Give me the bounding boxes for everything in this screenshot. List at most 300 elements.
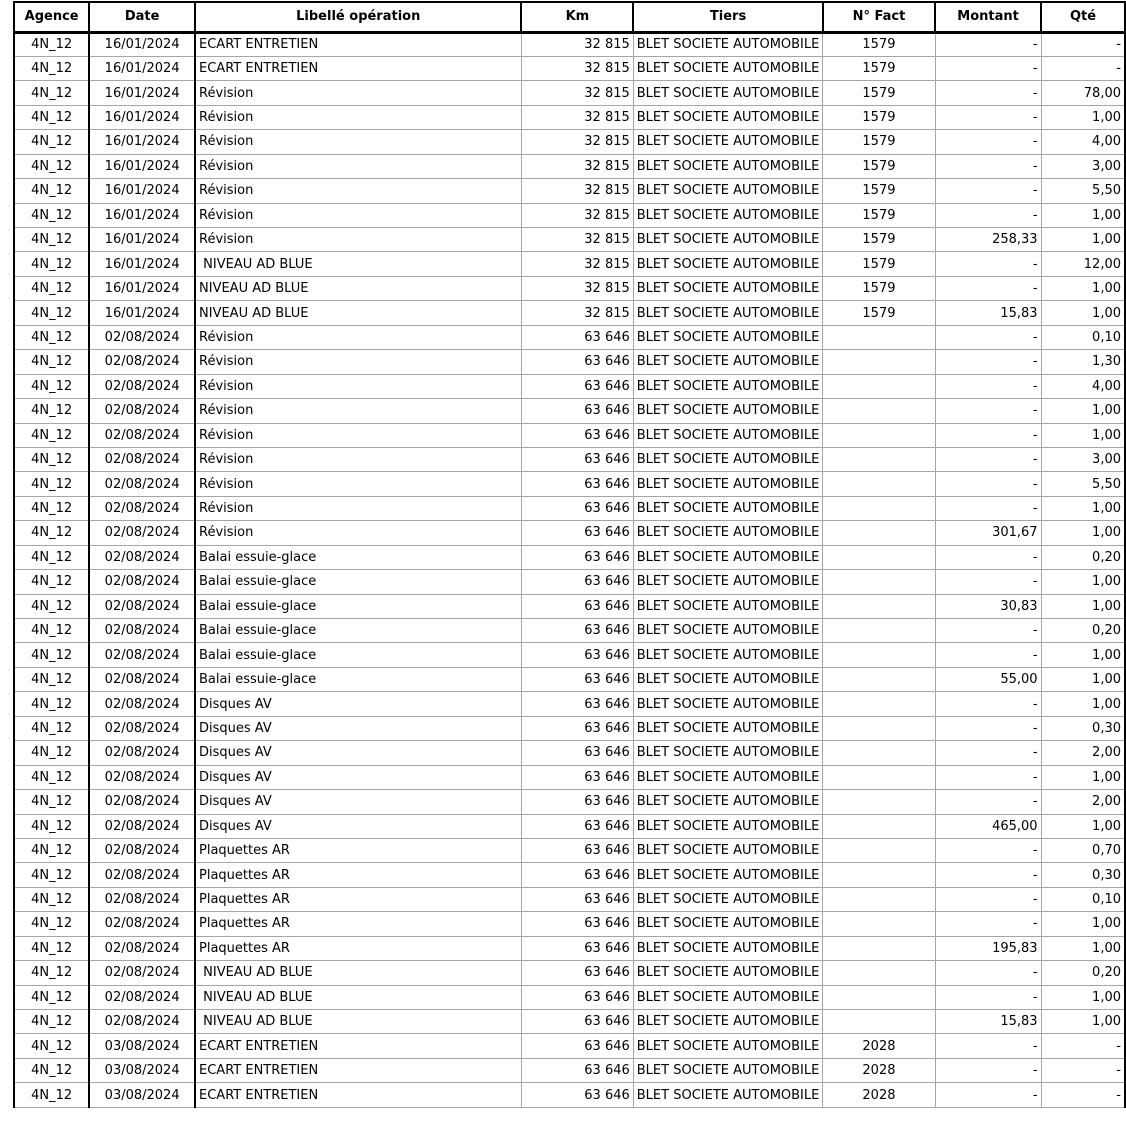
table-row (14, 790, 1125, 814)
cell-facture (823, 350, 935, 374)
cell-tiers: BLET SOCIETE AUTOMOBILE (633, 447, 823, 471)
cell-date: 16/01/2024 (89, 252, 195, 276)
cell-date: 16/01/2024 (89, 130, 195, 154)
cell-facture: 1579 (823, 154, 935, 178)
cell-agence: 4N_12 (14, 912, 89, 936)
table-row (14, 203, 1125, 227)
cell-km: 32 815 (521, 105, 633, 129)
cell-montant: - (935, 179, 1041, 203)
cell-tiers: BLET SOCIETE AUTOMOBILE (633, 32, 823, 56)
cell-qte: 0,20 (1041, 961, 1125, 985)
cell-date: 02/08/2024 (89, 545, 195, 569)
cell-montant: - (935, 863, 1041, 887)
cell-agence: 4N_12 (14, 179, 89, 203)
table-row (14, 130, 1125, 154)
cell-libelle: Balai essuie-glace (195, 594, 521, 618)
cell-tiers: BLET SOCIETE AUTOMOBILE (633, 741, 823, 765)
table-row (14, 252, 1125, 276)
cell-libelle: ECART ENTRETIEN (195, 32, 521, 56)
cell-date: 02/08/2024 (89, 570, 195, 594)
cell-facture: 2028 (823, 1083, 935, 1107)
table-row (14, 374, 1125, 398)
cell-facture (823, 1010, 935, 1034)
cell-tiers: BLET SOCIETE AUTOMOBILE (633, 1034, 823, 1058)
cell-tiers: BLET SOCIETE AUTOMOBILE (633, 790, 823, 814)
cell-qte: 1,00 (1041, 399, 1125, 423)
cell-montant: - (935, 1034, 1041, 1058)
table-row (14, 667, 1125, 691)
cell-libelle: NIVEAU AD BLUE (195, 1010, 521, 1034)
cell-qte: 0,10 (1041, 887, 1125, 911)
cell-km: 32 815 (521, 81, 633, 105)
table-row (14, 1010, 1125, 1034)
cell-agence: 4N_12 (14, 1083, 89, 1107)
cell-date: 02/08/2024 (89, 716, 195, 740)
cell-agence: 4N_12 (14, 619, 89, 643)
cell-facture (823, 447, 935, 471)
cell-km: 63 646 (521, 936, 633, 960)
cell-date: 02/08/2024 (89, 985, 195, 1009)
cell-montant: 15,83 (935, 301, 1041, 325)
cell-qte: - (1041, 1058, 1125, 1082)
header-agence: Agence (14, 2, 89, 32)
table-header (14, 2, 1125, 32)
header-date: Date (89, 2, 195, 32)
table-row (14, 619, 1125, 643)
cell-libelle: Révision (195, 423, 521, 447)
cell-agence: 4N_12 (14, 472, 89, 496)
cell-tiers: BLET SOCIETE AUTOMOBILE (633, 594, 823, 618)
cell-qte: 4,00 (1041, 374, 1125, 398)
cell-tiers: BLET SOCIETE AUTOMOBILE (633, 619, 823, 643)
cell-date: 03/08/2024 (89, 1083, 195, 1107)
cell-km: 32 815 (521, 32, 633, 56)
cell-qte: - (1041, 32, 1125, 56)
table-row (14, 838, 1125, 862)
cell-qte: 4,00 (1041, 130, 1125, 154)
header-libelle: Libellé opération (195, 2, 521, 32)
table-row (14, 81, 1125, 105)
cell-qte: 1,00 (1041, 1010, 1125, 1034)
cell-qte: 5,50 (1041, 472, 1125, 496)
cell-libelle: Disques AV (195, 741, 521, 765)
cell-date: 02/08/2024 (89, 692, 195, 716)
cell-facture: 1579 (823, 81, 935, 105)
table-row (14, 325, 1125, 349)
cell-date: 02/08/2024 (89, 667, 195, 691)
cell-qte: 12,00 (1041, 252, 1125, 276)
cell-facture (823, 863, 935, 887)
cell-facture (823, 961, 935, 985)
header-facture: N° Fact (823, 2, 935, 32)
cell-km: 63 646 (521, 545, 633, 569)
cell-km: 63 646 (521, 716, 633, 740)
cell-km: 63 646 (521, 961, 633, 985)
cell-tiers: BLET SOCIETE AUTOMOBILE (633, 350, 823, 374)
cell-km: 63 646 (521, 1034, 633, 1058)
header-row (14, 2, 1125, 32)
cell-tiers: BLET SOCIETE AUTOMOBILE (633, 716, 823, 740)
cell-montant: - (935, 545, 1041, 569)
table-row (14, 179, 1125, 203)
cell-tiers: BLET SOCIETE AUTOMOBILE (633, 912, 823, 936)
cell-agence: 4N_12 (14, 301, 89, 325)
cell-montant: - (935, 423, 1041, 447)
cell-qte: 0,10 (1041, 325, 1125, 349)
cell-qte: 1,00 (1041, 643, 1125, 667)
cell-tiers: BLET SOCIETE AUTOMOBILE (633, 692, 823, 716)
cell-libelle: Révision (195, 228, 521, 252)
cell-km: 63 646 (521, 667, 633, 691)
table-row (14, 741, 1125, 765)
cell-tiers: BLET SOCIETE AUTOMOBILE (633, 1010, 823, 1034)
cell-agence: 4N_12 (14, 985, 89, 1009)
cell-km: 63 646 (521, 1083, 633, 1107)
cell-km: 63 646 (521, 765, 633, 789)
table-row (14, 912, 1125, 936)
cell-libelle: Révision (195, 154, 521, 178)
cell-libelle: NIVEAU AD BLUE (195, 301, 521, 325)
cell-facture (823, 423, 935, 447)
cell-libelle: Plaquettes AR (195, 863, 521, 887)
cell-agence: 4N_12 (14, 765, 89, 789)
cell-facture (823, 790, 935, 814)
table-row (14, 1058, 1125, 1082)
cell-facture: 1579 (823, 203, 935, 227)
cell-agence: 4N_12 (14, 521, 89, 545)
cell-date: 02/08/2024 (89, 447, 195, 471)
cell-tiers: BLET SOCIETE AUTOMOBILE (633, 1058, 823, 1082)
cell-facture (823, 985, 935, 1009)
cell-qte: 1,00 (1041, 667, 1125, 691)
table-row (14, 594, 1125, 618)
cell-agence: 4N_12 (14, 447, 89, 471)
cell-montant: - (935, 496, 1041, 520)
cell-date: 16/01/2024 (89, 81, 195, 105)
cell-facture: 1579 (823, 32, 935, 56)
table-row (14, 545, 1125, 569)
cell-qte: 1,00 (1041, 521, 1125, 545)
cell-libelle: Révision (195, 374, 521, 398)
cell-facture (823, 374, 935, 398)
cell-facture (823, 521, 935, 545)
cell-agence: 4N_12 (14, 667, 89, 691)
cell-libelle: Plaquettes AR (195, 936, 521, 960)
cell-tiers: BLET SOCIETE AUTOMOBILE (633, 228, 823, 252)
cell-km: 63 646 (521, 594, 633, 618)
cell-montant: - (935, 105, 1041, 129)
cell-qte: 1,00 (1041, 301, 1125, 325)
cell-date: 16/01/2024 (89, 276, 195, 300)
cell-tiers: BLET SOCIETE AUTOMOBILE (633, 399, 823, 423)
cell-montant: 465,00 (935, 814, 1041, 838)
cell-facture (823, 545, 935, 569)
cell-facture: 1579 (823, 301, 935, 325)
cell-montant: - (935, 1058, 1041, 1082)
cell-agence: 4N_12 (14, 814, 89, 838)
cell-agence: 4N_12 (14, 1010, 89, 1034)
cell-km: 63 646 (521, 790, 633, 814)
cell-date: 16/01/2024 (89, 228, 195, 252)
cell-date: 16/01/2024 (89, 105, 195, 129)
cell-agence: 4N_12 (14, 228, 89, 252)
cell-qte: 1,00 (1041, 692, 1125, 716)
table-row (14, 765, 1125, 789)
cell-km: 32 815 (521, 154, 633, 178)
cell-facture: 1579 (823, 130, 935, 154)
cell-montant: - (935, 325, 1041, 349)
cell-km: 32 815 (521, 301, 633, 325)
cell-qte: 0,20 (1041, 545, 1125, 569)
table-row (14, 350, 1125, 374)
cell-km: 63 646 (521, 741, 633, 765)
cell-facture (823, 619, 935, 643)
cell-km: 32 815 (521, 276, 633, 300)
cell-facture: 1579 (823, 252, 935, 276)
cell-date: 02/08/2024 (89, 912, 195, 936)
table-row (14, 228, 1125, 252)
cell-montant: 55,00 (935, 667, 1041, 691)
cell-km: 63 646 (521, 692, 633, 716)
cell-libelle: NIVEAU AD BLUE (195, 252, 521, 276)
cell-agence: 4N_12 (14, 81, 89, 105)
cell-km: 32 815 (521, 130, 633, 154)
cell-montant: - (935, 203, 1041, 227)
cell-tiers: BLET SOCIETE AUTOMOBILE (633, 863, 823, 887)
cell-tiers: BLET SOCIETE AUTOMOBILE (633, 325, 823, 349)
cell-date: 02/08/2024 (89, 423, 195, 447)
cell-qte: 1,00 (1041, 765, 1125, 789)
cell-agence: 4N_12 (14, 325, 89, 349)
cell-facture (823, 667, 935, 691)
cell-date: 02/08/2024 (89, 814, 195, 838)
cell-libelle: Disques AV (195, 814, 521, 838)
cell-agence: 4N_12 (14, 496, 89, 520)
cell-date: 02/08/2024 (89, 325, 195, 349)
cell-montant: - (935, 716, 1041, 740)
cell-facture: 2028 (823, 1034, 935, 1058)
cell-facture (823, 814, 935, 838)
table-row (14, 105, 1125, 129)
cell-date: 02/08/2024 (89, 863, 195, 887)
cell-agence: 4N_12 (14, 1034, 89, 1058)
cell-km: 32 815 (521, 56, 633, 80)
cell-agence: 4N_12 (14, 692, 89, 716)
cell-qte: 5,50 (1041, 179, 1125, 203)
cell-libelle: Plaquettes AR (195, 838, 521, 862)
cell-qte: 1,00 (1041, 276, 1125, 300)
table-row (14, 1034, 1125, 1058)
cell-tiers: BLET SOCIETE AUTOMOBILE (633, 56, 823, 80)
cell-km: 63 646 (521, 863, 633, 887)
cell-facture (823, 472, 935, 496)
cell-montant: - (935, 472, 1041, 496)
cell-date: 16/01/2024 (89, 301, 195, 325)
cell-tiers: BLET SOCIETE AUTOMOBILE (633, 130, 823, 154)
cell-agence: 4N_12 (14, 374, 89, 398)
cell-date: 02/08/2024 (89, 350, 195, 374)
cell-facture (823, 741, 935, 765)
cell-montant: 301,67 (935, 521, 1041, 545)
cell-km: 32 815 (521, 252, 633, 276)
cell-agence: 4N_12 (14, 56, 89, 80)
cell-qte: 78,00 (1041, 81, 1125, 105)
cell-facture: 1579 (823, 179, 935, 203)
cell-agence: 4N_12 (14, 741, 89, 765)
table-row (14, 692, 1125, 716)
cell-qte: 0,70 (1041, 838, 1125, 862)
cell-agence: 4N_12 (14, 545, 89, 569)
cell-facture (823, 887, 935, 911)
cell-agence: 4N_12 (14, 203, 89, 227)
cell-montant: - (935, 643, 1041, 667)
cell-km: 63 646 (521, 521, 633, 545)
cell-qte: 1,00 (1041, 423, 1125, 447)
cell-libelle: ECART ENTRETIEN (195, 1034, 521, 1058)
cell-facture (823, 692, 935, 716)
cell-montant: - (935, 790, 1041, 814)
cell-facture (823, 325, 935, 349)
cell-libelle: Révision (195, 81, 521, 105)
cell-montant: - (935, 447, 1041, 471)
cell-agence: 4N_12 (14, 154, 89, 178)
table-row (14, 472, 1125, 496)
table-row (14, 570, 1125, 594)
cell-facture: 2028 (823, 1058, 935, 1082)
cell-facture (823, 496, 935, 520)
cell-date: 02/08/2024 (89, 399, 195, 423)
cell-libelle: ECART ENTRETIEN (195, 1058, 521, 1082)
cell-qte: - (1041, 1034, 1125, 1058)
cell-qte: - (1041, 56, 1125, 80)
cell-km: 63 646 (521, 423, 633, 447)
cell-tiers: BLET SOCIETE AUTOMOBILE (633, 472, 823, 496)
cell-date: 02/08/2024 (89, 741, 195, 765)
cell-qte: 1,00 (1041, 594, 1125, 618)
cell-libelle: Disques AV (195, 790, 521, 814)
cell-montant: 15,83 (935, 1010, 1041, 1034)
cell-libelle: Révision (195, 203, 521, 227)
cell-km: 63 646 (521, 1010, 633, 1034)
cell-montant: 30,83 (935, 594, 1041, 618)
cell-libelle: Révision (195, 130, 521, 154)
cell-agence: 4N_12 (14, 423, 89, 447)
cell-libelle: Plaquettes AR (195, 912, 521, 936)
cell-tiers: BLET SOCIETE AUTOMOBILE (633, 838, 823, 862)
cell-km: 63 646 (521, 619, 633, 643)
table-row (14, 814, 1125, 838)
table-row (14, 32, 1125, 56)
cell-agence: 4N_12 (14, 838, 89, 862)
cell-km: 32 815 (521, 203, 633, 227)
cell-tiers: BLET SOCIETE AUTOMOBILE (633, 936, 823, 960)
cell-montant: - (935, 399, 1041, 423)
cell-agence: 4N_12 (14, 105, 89, 129)
cell-tiers: BLET SOCIETE AUTOMOBILE (633, 154, 823, 178)
cell-date: 02/08/2024 (89, 472, 195, 496)
table-row (14, 1083, 1125, 1107)
cell-date: 02/08/2024 (89, 619, 195, 643)
cell-qte: 3,00 (1041, 447, 1125, 471)
table-row (14, 936, 1125, 960)
cell-montant: - (935, 374, 1041, 398)
cell-montant: - (935, 741, 1041, 765)
cell-qte: 3,00 (1041, 154, 1125, 178)
cell-montant: - (935, 985, 1041, 1009)
cell-date: 03/08/2024 (89, 1034, 195, 1058)
cell-qte: 0,20 (1041, 619, 1125, 643)
cell-agence: 4N_12 (14, 594, 89, 618)
cell-tiers: BLET SOCIETE AUTOMOBILE (633, 179, 823, 203)
table-row (14, 643, 1125, 667)
cell-date: 02/08/2024 (89, 594, 195, 618)
cell-km: 63 646 (521, 472, 633, 496)
cell-km: 63 646 (521, 496, 633, 520)
cell-date: 16/01/2024 (89, 56, 195, 80)
cell-montant: - (935, 350, 1041, 374)
cell-tiers: BLET SOCIETE AUTOMOBILE (633, 1083, 823, 1107)
cell-montant: - (935, 276, 1041, 300)
cell-date: 03/08/2024 (89, 1058, 195, 1082)
cell-agence: 4N_12 (14, 276, 89, 300)
header-montant: Montant (935, 2, 1041, 32)
cell-tiers: BLET SOCIETE AUTOMOBILE (633, 570, 823, 594)
cell-tiers: BLET SOCIETE AUTOMOBILE (633, 81, 823, 105)
cell-libelle: NIVEAU AD BLUE (195, 961, 521, 985)
cell-facture (823, 936, 935, 960)
cell-agence: 4N_12 (14, 130, 89, 154)
table-row (14, 301, 1125, 325)
cell-qte: 2,00 (1041, 790, 1125, 814)
cell-facture: 1579 (823, 228, 935, 252)
cell-date: 02/08/2024 (89, 838, 195, 862)
cell-tiers: BLET SOCIETE AUTOMOBILE (633, 887, 823, 911)
cell-agence: 4N_12 (14, 790, 89, 814)
cell-facture (823, 838, 935, 862)
cell-km: 63 646 (521, 838, 633, 862)
cell-agence: 4N_12 (14, 961, 89, 985)
cell-date: 16/01/2024 (89, 32, 195, 56)
cell-qte: 1,00 (1041, 570, 1125, 594)
cell-qte: 1,00 (1041, 496, 1125, 520)
cell-km: 63 646 (521, 350, 633, 374)
cell-montant: - (935, 1083, 1041, 1107)
table-row (14, 716, 1125, 740)
cell-qte: 1,00 (1041, 228, 1125, 252)
cell-montant: - (935, 765, 1041, 789)
cell-libelle: Disques AV (195, 716, 521, 740)
cell-date: 02/08/2024 (89, 790, 195, 814)
cell-tiers: BLET SOCIETE AUTOMOBILE (633, 961, 823, 985)
cell-tiers: BLET SOCIETE AUTOMOBILE (633, 276, 823, 300)
cell-km: 63 646 (521, 374, 633, 398)
cell-qte: - (1041, 1083, 1125, 1107)
cell-agence: 4N_12 (14, 887, 89, 911)
cell-libelle: Balai essuie-glace (195, 570, 521, 594)
cell-libelle: NIVEAU AD BLUE (195, 276, 521, 300)
table-row (14, 521, 1125, 545)
cell-libelle: Balai essuie-glace (195, 667, 521, 691)
cell-tiers: BLET SOCIETE AUTOMOBILE (633, 105, 823, 129)
table-row (14, 985, 1125, 1009)
cell-tiers: BLET SOCIETE AUTOMOBILE (633, 423, 823, 447)
cell-km: 32 815 (521, 228, 633, 252)
cell-montant: - (935, 692, 1041, 716)
cell-montant: - (935, 887, 1041, 911)
cell-tiers: BLET SOCIETE AUTOMOBILE (633, 301, 823, 325)
cell-km: 32 815 (521, 179, 633, 203)
cell-libelle: Révision (195, 472, 521, 496)
